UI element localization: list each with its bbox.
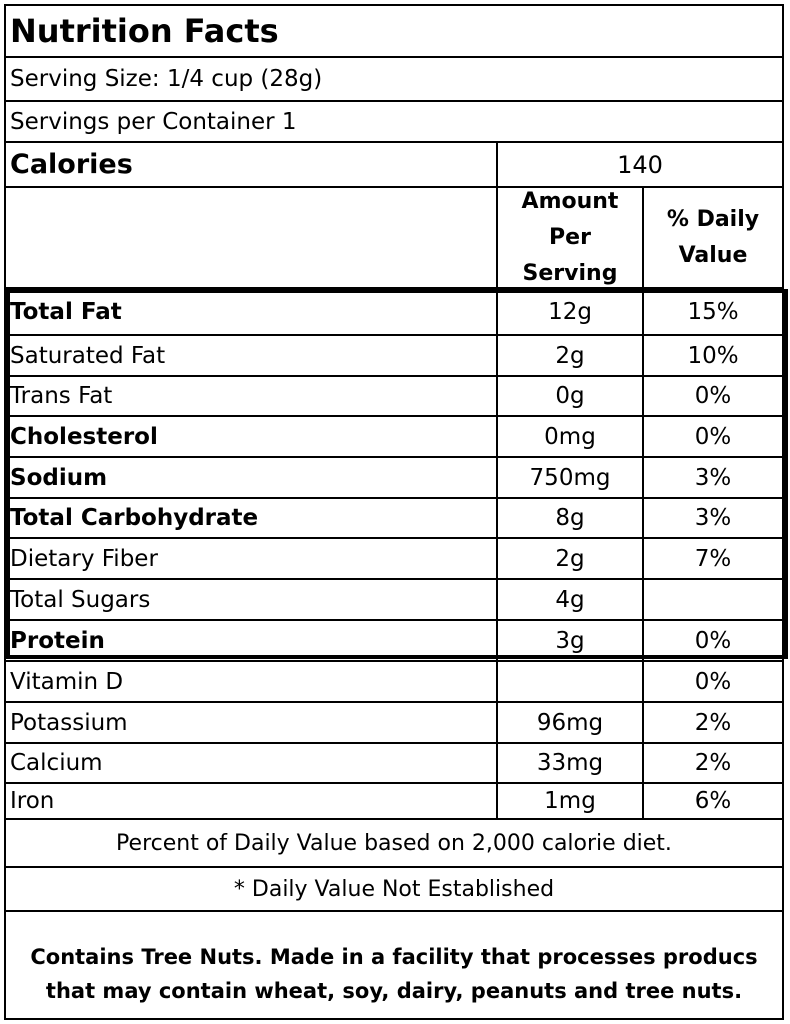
nutrient-daily-value: 0% — [694, 627, 732, 654]
allergen-statement: Contains Tree Nuts. Made in a facility that processes producs that may contain wheat, soy, dairy, peanuts and tree nuts. — [30, 945, 758, 1003]
nutrient-row — [6, 289, 782, 336]
column-header-row — [6, 188, 782, 289]
nutrition-facts-label — [4, 4, 784, 1020]
nutrient-name: Sodium — [6, 458, 498, 497]
nutrient-name: Saturated Fat — [6, 336, 498, 375]
not-established-row — [6, 868, 782, 912]
nutrient-daily-value: 3% — [694, 505, 732, 531]
vitamin-row — [6, 662, 782, 703]
nutrient-amount: 0mg — [498, 417, 644, 456]
servings-per-container: Servings per Container 1 — [10, 108, 297, 135]
nutrient-name: Trans Fat — [6, 377, 498, 415]
calories-row — [6, 143, 782, 188]
vitamin-row — [6, 744, 782, 784]
nutrient-name: Protein — [6, 621, 498, 660]
vitamin-amount — [498, 662, 644, 701]
nutrient-name: Dietary Fiber — [6, 539, 498, 578]
vitamin-daily-value: 2% — [694, 709, 732, 736]
nutrient-amount: 3g — [498, 621, 644, 660]
nutrient-row — [6, 621, 782, 662]
daily-value-footnote-row — [6, 820, 782, 868]
vitamin-name: Vitamin D — [6, 662, 498, 701]
nutrient-name: Cholesterol — [6, 417, 498, 456]
nutrient-amount: 2g — [498, 539, 644, 578]
nutrient-amount: 2g — [498, 336, 644, 375]
nutrient-row — [6, 377, 782, 417]
nutrient-name: Total Fat — [6, 289, 498, 334]
nutrient-name: Total Sugars — [6, 580, 498, 619]
label-title: Nutrition Facts — [10, 12, 279, 50]
vitamin-daily-value: 6% — [694, 788, 732, 814]
nutrient-daily-value: 3% — [694, 464, 732, 491]
calories-value: 140 — [617, 150, 663, 179]
nutrient-daily-value: 15% — [687, 298, 739, 325]
vitamin-amount: 1mg — [498, 784, 644, 818]
nutrient-daily-value: 0% — [694, 383, 732, 409]
vitamin-name: Calcium — [6, 744, 498, 782]
nutrient-name: Total Carbohydrate — [6, 499, 498, 537]
nutrient-daily-value: 0% — [694, 423, 732, 450]
nutrient-amount: 750mg — [498, 458, 644, 497]
nutrient-row — [6, 458, 782, 499]
vitamin-row — [6, 784, 782, 820]
amount-per-serving-header: Amount Per Serving — [521, 188, 619, 286]
daily-value-header: % Daily Value — [666, 206, 760, 268]
nutrient-row — [6, 539, 782, 580]
nutrient-row — [6, 336, 782, 377]
calories-label: Calories — [6, 143, 498, 186]
nutrient-amount: 12g — [498, 289, 644, 334]
servings-per-container-row — [6, 102, 782, 143]
serving-size-row — [6, 58, 782, 102]
nutrient-row — [6, 417, 782, 458]
nutrient-amount: 8g — [498, 499, 644, 537]
vitamin-daily-value: 0% — [694, 668, 732, 695]
nutrient-amount: 4g — [498, 580, 644, 619]
nutrient-amount: 0g — [498, 377, 644, 415]
header-blank — [6, 188, 498, 287]
not-established-footnote: * Daily Value Not Established — [233, 876, 555, 902]
vitamin-row — [6, 703, 782, 744]
nutrient-daily-value — [644, 580, 782, 619]
nutrient-daily-value: 7% — [694, 545, 732, 572]
vitamin-daily-value: 2% — [694, 750, 732, 776]
allergen-row — [6, 912, 782, 1018]
amount-header-cell — [498, 188, 644, 287]
nutrient-daily-value: 10% — [687, 342, 739, 369]
vitamin-amount: 33mg — [498, 744, 644, 782]
serving-size: Serving Size: 1/4 cup (28g) — [10, 66, 323, 92]
title-row — [6, 6, 782, 58]
daily-value-header-cell — [644, 188, 782, 287]
daily-value-footnote: Percent of Daily Value based on 2,000 calorie diet. — [116, 830, 672, 856]
nutrient-row — [6, 580, 782, 621]
vitamin-amount: 96mg — [498, 703, 644, 742]
vitamin-name: Iron — [6, 784, 498, 818]
vitamin-name: Potassium — [6, 703, 498, 742]
nutrient-row — [6, 499, 782, 539]
